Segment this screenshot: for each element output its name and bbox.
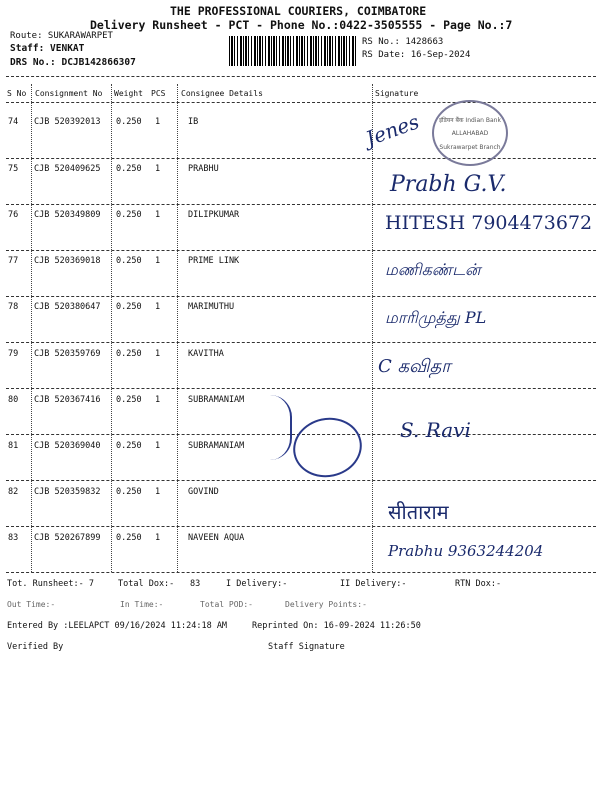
- col-consignee: Consignee Details: [181, 89, 263, 98]
- col-sno: S No: [7, 89, 27, 98]
- drs-number: DRS No.: DCJB142866307: [10, 57, 136, 68]
- signature-83: Prabhu 9363244204: [388, 542, 544, 560]
- col-signature: Signature: [375, 89, 419, 98]
- col-pcs: PCS: [151, 89, 166, 98]
- in-time: In Time:-: [120, 600, 164, 609]
- tot-runsheet: Tot. Runsheet:- 7: [7, 579, 94, 589]
- signature-74: Jenes: [362, 109, 423, 151]
- reprinted-on: Reprinted On: 16-09-2024 11:26:50: [252, 621, 421, 631]
- table-row: 81 CJB 520369040 0.250 1 SUBRAMANIAM: [8, 441, 245, 451]
- signature-77: மணிகண்டன்: [385, 260, 481, 279]
- total-dox-label: Total Dox:-: [118, 579, 175, 589]
- table-row: 83 CJB 520267899 0.250 1 NAVEEN AQUA: [8, 533, 245, 543]
- bank-stamp: इंडियन बैंक Indian Bank ALLAHABAD Sukrawarpet Branch: [432, 100, 508, 166]
- col-consignment: Consignment No: [35, 89, 103, 98]
- signature-82: सीताराम: [388, 500, 449, 524]
- route-label: Route: SUKARAWARPET: [10, 31, 113, 41]
- signature-75: Prabh G.V.: [390, 172, 507, 197]
- total-dox-value: 83: [190, 579, 201, 589]
- signature-78: மாரிமுத்து PL: [385, 308, 487, 327]
- table-header: [0, 89, 600, 101]
- table-row: 76 CJB 520349809 0.250 1 DILIPKUMAR: [8, 210, 240, 220]
- verified-by: Verified By: [7, 642, 64, 652]
- rs-number: RS No.: 1428663: [362, 37, 444, 47]
- total-pod: Total POD:-: [200, 600, 253, 609]
- signature-79: C கவிதா: [378, 356, 451, 377]
- runsheet-title: Delivery Runsheet - PCT - Phone No.:0422-3505555 - Page No.:7: [90, 18, 513, 32]
- table-row: 78 CJB 520380647 0.250 1 MARIMUTHU: [8, 302, 235, 312]
- signature-76: HITESH 7904473672: [385, 212, 593, 234]
- table-row: 75 CJB 520409625 0.250 1 PRABHU: [8, 164, 219, 174]
- rtn-dox: RTN Dox:-: [455, 579, 502, 589]
- company-name: THE PROFESSIONAL COURIERS, COIMBATORE: [170, 4, 427, 18]
- table-row: 77 CJB 520369018 0.250 1 PRIME LINK: [8, 256, 240, 266]
- rs-date: RS Date: 16-Sep-2024: [362, 50, 471, 60]
- delivery-points: Delivery Points:-: [285, 600, 367, 609]
- table-row: 79 CJB 520359769 0.250 1 KAVITHA: [8, 349, 224, 359]
- table-row: 80 CJB 520367416 0.250 1 SUBRAMANIAM: [8, 395, 245, 405]
- ii-delivery: II Delivery:-: [340, 579, 407, 589]
- col-weight: Weight: [114, 89, 143, 98]
- barcode: [229, 36, 357, 66]
- table-row: 82 CJB 520359832 0.250 1 GOVIND: [8, 487, 219, 497]
- signature-81: S. Ravi: [400, 418, 471, 442]
- table-row: 74 CJB 520392013 0.250 1 IB: [8, 117, 199, 127]
- entered-by: Entered By :LEELAPCT 09/16/2024 11:24:18 AM: [7, 621, 228, 631]
- i-delivery: I Delivery:-: [226, 579, 288, 589]
- staff-label: Staff: VENKAT: [10, 43, 85, 54]
- staff-signature: Staff Signature: [268, 642, 345, 652]
- out-time: Out Time:-: [7, 600, 56, 609]
